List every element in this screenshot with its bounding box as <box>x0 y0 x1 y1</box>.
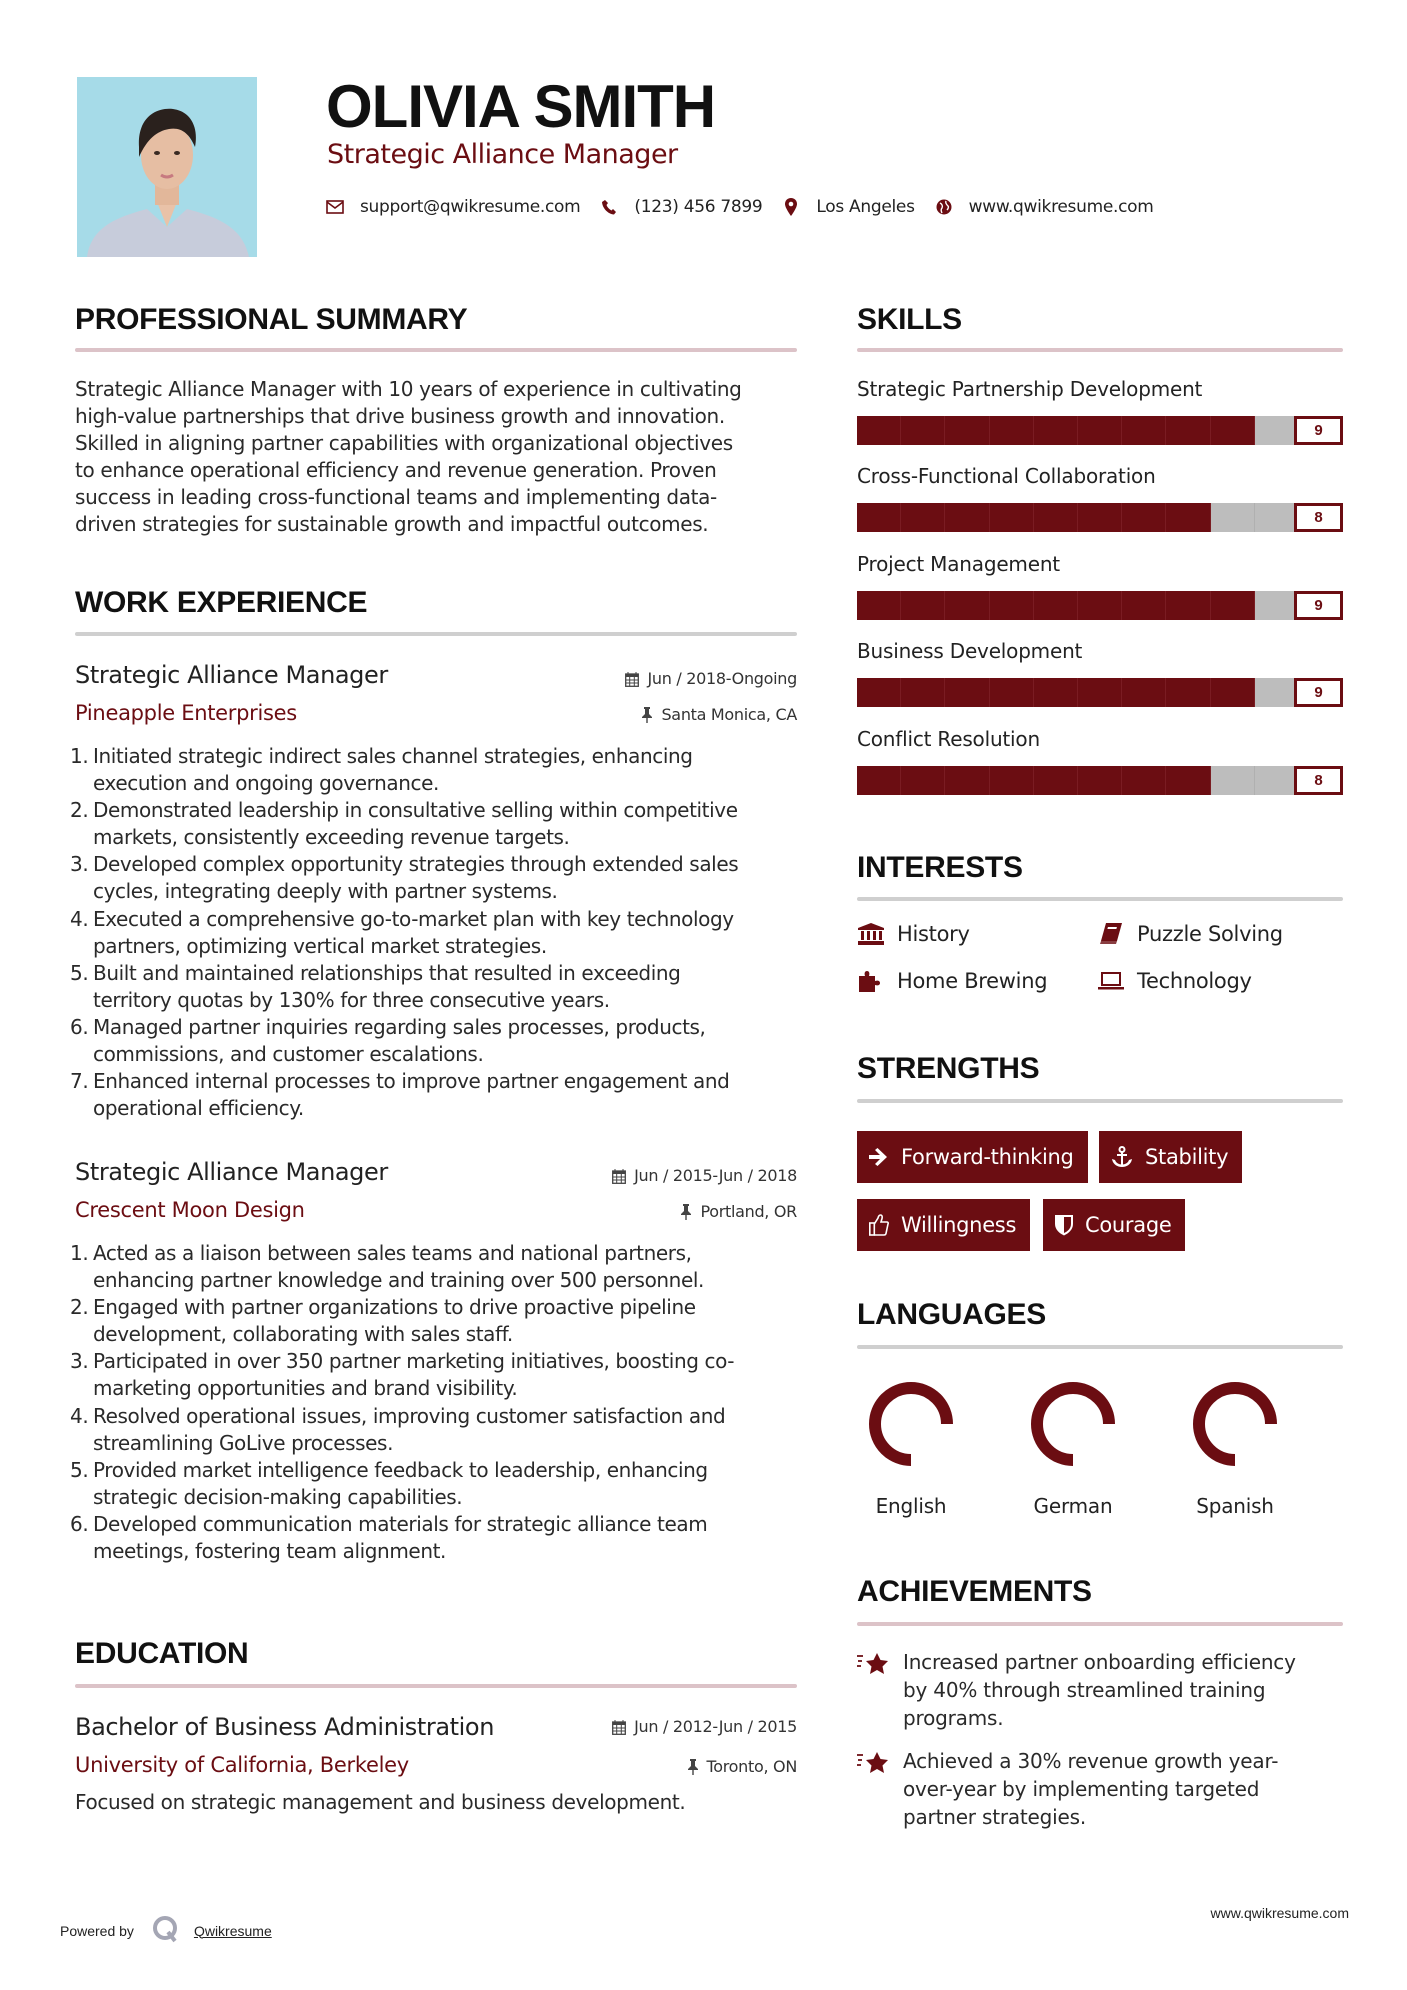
star-achievement-icon <box>857 1648 903 1732</box>
languages-heading: LANGUAGES <box>857 1298 1046 1331</box>
job-dates <box>612 1165 797 1187</box>
job-dates <box>625 668 797 690</box>
star-achievement-icon <box>857 1747 903 1831</box>
education-divider <box>75 1684 797 1688</box>
language-level-arc <box>1027 1378 1119 1470</box>
education-school: University of California, Berkeley <box>75 1753 409 1777</box>
skill-item <box>857 638 1343 707</box>
globe-icon <box>935 198 953 216</box>
summary-line: Strategic Alliance Manager with 10 years of experience in cultivating <box>75 377 742 401</box>
list-item: 2. Demonstrated leadership in consultative selling within competitive markets, consistently exceeding revenue targets. <box>70 798 738 850</box>
skill-label: Project Management <box>857 552 1060 576</box>
skill-item <box>857 463 1343 532</box>
calendar-icon <box>625 672 639 687</box>
candidate-title: Strategic Alliance Manager <box>327 139 678 170</box>
list-item: 6. Developed communication materials for strategic alliance team meetings, fostering team alignment. <box>70 1511 708 1564</box>
summary-line: Skilled in aligning partner capabilities with organizational objectives <box>75 431 733 455</box>
contact-phone[interactable]: (123) 456 7899 <box>634 197 763 217</box>
list-item: 1. Initiated strategic indirect sales channel strategies, enhancing execution and ongoing governance. <box>70 744 693 796</box>
summary-divider <box>75 348 797 352</box>
education-dates-text: Jun / 2012-Jun / 2015 <box>634 1717 797 1736</box>
summary-line: driven strategies for sustainable growth and impactful outcomes. <box>75 512 709 536</box>
education-degree: Bachelor of Business Administration <box>75 1713 495 1741</box>
achievement-line: over-year by implementing targeted <box>903 1777 1260 1801</box>
education-description: Focused on strategic management and business development. <box>75 1790 686 1814</box>
interests-heading: INTERESTS <box>857 851 1023 884</box>
job-location-text: Santa Monica, CA <box>661 705 797 724</box>
list-item: 3. Participated in over 350 partner marketing initiatives, boosting co- marketing opportunities and brand visibility. <box>70 1349 735 1401</box>
education-location <box>687 1756 798 1778</box>
list-item: 6. Managed partner inquiries regarding sales processes, products, commissions, and customer escalations. <box>70 1014 706 1067</box>
skill-score: 8 <box>1294 503 1343 532</box>
achievement-line: Increased partner onboarding efficiency <box>903 1650 1296 1674</box>
language-item-spanish <box>1175 1378 1295 1518</box>
languages-divider <box>857 1345 1343 1349</box>
thumbtack-icon <box>687 1759 699 1775</box>
job-company: Pineapple Enterprises <box>75 701 297 725</box>
skill-score: 9 <box>1294 678 1343 707</box>
achievements-divider <box>857 1622 1343 1626</box>
strength-label: Courage <box>1085 1213 1172 1237</box>
summary-line: success in leading cross-functional teams and implementing data- <box>75 485 717 509</box>
job-location-text: Portland, OR <box>700 1202 797 1221</box>
achievement-item <box>857 1648 1343 1732</box>
interest-label: History <box>897 922 970 946</box>
shield-icon <box>1055 1214 1073 1236</box>
contact-bar <box>326 194 1174 220</box>
skill-score: 9 <box>1294 416 1343 445</box>
job-role: Strategic Alliance Manager <box>75 1158 388 1186</box>
skills-heading: SKILLS <box>857 303 962 336</box>
thumbtack-icon <box>641 707 653 723</box>
powered-by-label: Powered by <box>60 1922 134 1939</box>
achievement-line: programs. <box>903 1706 1004 1730</box>
skill-bar <box>857 591 1343 620</box>
summary-text <box>75 376 805 538</box>
skill-bar <box>857 503 1343 532</box>
skill-label: Strategic Partnership Development <box>857 377 1203 401</box>
strength-badge-stability <box>1099 1131 1242 1183</box>
footer-site[interactable]: www.qwikresume.com <box>1210 1905 1349 1921</box>
language-label: Spanish <box>1196 1494 1274 1518</box>
qwikresume-logo-icon <box>152 1915 180 1946</box>
achievement-item <box>857 1747 1343 1831</box>
achievement-line: Achieved a 30% revenue growth year- <box>903 1749 1279 1773</box>
thumbs-up-icon <box>869 1214 889 1236</box>
contact-location: Los Angeles <box>816 197 915 217</box>
job-bullets <box>70 1240 805 1565</box>
language-level-arc <box>865 1378 957 1470</box>
envelope-icon <box>326 198 344 216</box>
education-location-text: Toronto, ON <box>706 1757 797 1776</box>
list-item: 4. Resolved operational issues, improving customer satisfaction and streamlining GoLive processes. <box>70 1403 726 1455</box>
experience-heading: WORK EXPERIENCE <box>75 586 368 619</box>
interests-divider <box>857 897 1343 901</box>
footer-powered-by <box>60 1915 272 1946</box>
skill-item <box>857 726 1343 795</box>
puzzle-piece-icon <box>857 969 885 993</box>
skill-bar <box>857 678 1343 707</box>
skill-label: Cross-Functional Collaboration <box>857 464 1156 488</box>
list-item: 5. Provided market intelligence feedback to leadership, enhancing strategic decision-making capabilities. <box>70 1457 708 1509</box>
interest-item-puzzle-solving <box>1097 922 1283 946</box>
interest-label: Puzzle Solving <box>1137 922 1283 946</box>
summary-line: high-value partnerships that drive business growth and innovation. <box>75 404 725 428</box>
skill-item <box>857 551 1343 620</box>
language-label: German <box>1033 1494 1113 1518</box>
experience-divider <box>75 632 797 636</box>
list-item: 3. Developed complex opportunity strategies through extended sales cycles, integrating deeply with partner systems. <box>70 852 739 904</box>
list-item: 5. Built and maintained relationships that resulted in exceeding territory quotas by 130% for three consecutive years. <box>70 960 681 1012</box>
education-dates <box>612 1716 797 1738</box>
skill-label: Business Development <box>857 639 1083 663</box>
language-item-english <box>851 1378 971 1518</box>
strengths-divider <box>857 1099 1343 1103</box>
profile-photo-illustration <box>77 77 257 257</box>
achievements-heading: ACHIEVEMENTS <box>857 1575 1092 1608</box>
summary-heading: PROFESSIONAL SUMMARY <box>75 303 468 336</box>
language-item-german <box>1013 1378 1133 1518</box>
interest-label: Technology <box>1137 969 1252 993</box>
skill-score: 8 <box>1294 766 1343 795</box>
job-dates-text: Jun / 2018-Ongoing <box>647 669 797 688</box>
arrow-right-icon <box>869 1148 889 1166</box>
museum-icon <box>857 922 885 946</box>
achievement-line: partner strategies. <box>903 1805 1086 1829</box>
contact-website[interactable]: www.qwikresume.com <box>968 197 1154 217</box>
calendar-icon <box>612 1720 626 1735</box>
candidate-name: OLIVIA SMITH <box>326 73 716 140</box>
strength-label: Willingness <box>901 1213 1017 1237</box>
interest-item-technology <box>1097 969 1252 993</box>
job-role: Strategic Alliance Manager <box>75 661 388 689</box>
skill-label: Conflict Resolution <box>857 727 1040 751</box>
strength-label: Forward-thinking <box>901 1145 1074 1169</box>
strength-badge-willingness <box>857 1199 1030 1251</box>
thumbtack-icon <box>680 1204 692 1220</box>
skills-divider <box>857 348 1343 352</box>
laptop-icon <box>1097 969 1125 993</box>
interest-item-history <box>857 922 970 946</box>
job-dates-text: Jun / 2015-Jun / 2018 <box>634 1166 797 1185</box>
map-marker-icon <box>782 198 800 216</box>
qwikresume-link[interactable]: Qwikresume <box>193 1922 272 1939</box>
list-item: 1. Acted as a liaison between sales teams and national partners, enhancing partner knowledge and training over 500 personnel. <box>70 1241 704 1293</box>
anchor-icon <box>1111 1146 1133 1168</box>
summary-line: to enhance operational efficiency and revenue generation. Proven <box>75 458 717 482</box>
contact-email[interactable]: support@qwikresume.com <box>360 197 581 217</box>
strength-badge-courage <box>1043 1199 1185 1251</box>
strength-label: Stability <box>1145 1145 1229 1169</box>
language-level-arc <box>1189 1378 1281 1470</box>
list-item: 2. Engaged with partner organizations to drive proactive pipeline development, collaborating with sales staff. <box>70 1295 696 1347</box>
list-item: 7. Enhanced internal processes to improve partner engagement and operational efficiency. <box>70 1069 730 1121</box>
book-icon <box>1097 922 1125 946</box>
job-bullets <box>70 743 805 1122</box>
skill-item <box>857 376 1343 445</box>
language-label: English <box>875 1494 947 1518</box>
strengths-heading: STRENGTHS <box>857 1052 1040 1085</box>
job-company: Crescent Moon Design <box>75 1198 305 1222</box>
interest-item-home-brewing <box>857 969 1047 993</box>
skill-bar <box>857 416 1343 445</box>
strength-badge-forward-thinking <box>857 1131 1088 1183</box>
profile-photo <box>77 77 257 257</box>
education-heading: EDUCATION <box>75 1637 249 1670</box>
list-item: 4. Executed a comprehensive go-to-market plan with key technology partners, optimizing vertical market strategies. <box>70 906 734 958</box>
phone-icon <box>600 198 618 216</box>
skill-bar <box>857 766 1343 795</box>
interest-label: Home Brewing <box>897 969 1048 993</box>
job-location <box>680 1201 797 1223</box>
job-location <box>641 704 797 726</box>
skill-score: 9 <box>1294 591 1343 620</box>
calendar-icon <box>612 1169 626 1184</box>
achievement-line: by 40% through streamlined training <box>903 1678 1266 1702</box>
